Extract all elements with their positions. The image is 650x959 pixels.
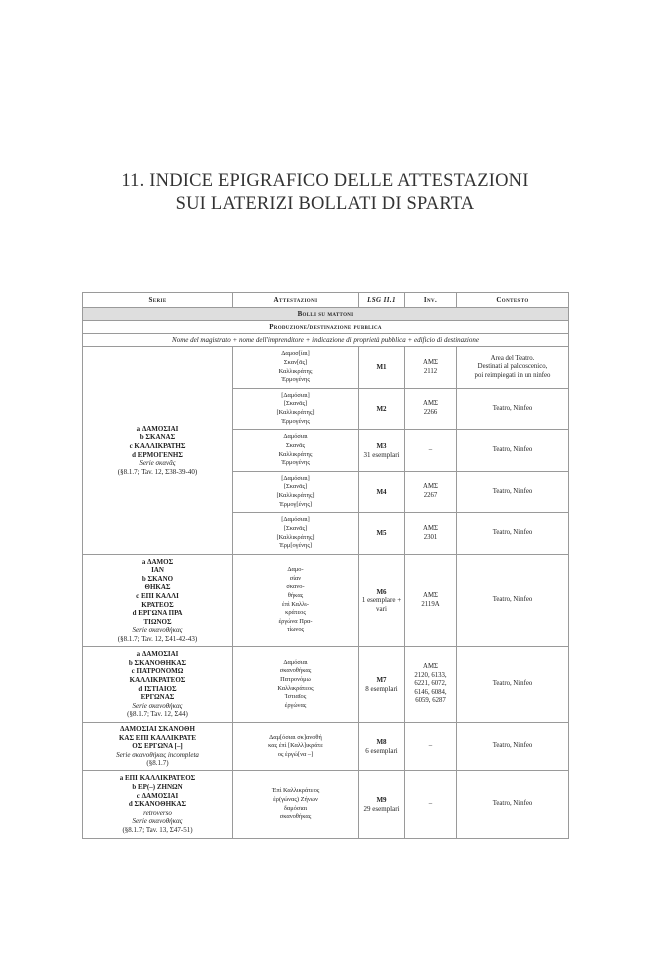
text-line: Teatro, Ninfeo — [492, 529, 533, 537]
table-row — [83, 771, 569, 839]
text-line: b ΣΚΑΝΟΘΗΚΑΣ — [128, 658, 187, 667]
text-line: 2266 — [423, 409, 438, 416]
serie-reference: (§8.1.7) — [146, 759, 169, 768]
attestazioni-cell — [233, 347, 359, 389]
text-line: θήκας — [287, 591, 304, 599]
page-title-line-1: 11. INDICE EPIGRAFICO DELLE ATTESTAZIONI — [121, 171, 529, 191]
inv-cell — [405, 389, 457, 430]
contesto-cell — [457, 723, 569, 771]
text-line: ΘΗΚΑΣ — [144, 583, 171, 592]
text-line: [Δαμόσιαι] — [281, 391, 310, 399]
lsg-code: M4 — [376, 487, 387, 496]
text-line: Ἐπὶ Καλλικράτεος — [271, 787, 320, 795]
text-line: Καλλικράτεος — [277, 684, 314, 692]
text-line: d ΕΡΜΟΓΕΝΗΣ — [132, 450, 183, 459]
text-line: c ΔΑΜΟΣΙΑΙ — [136, 791, 179, 800]
lsg-code: M7 — [376, 675, 387, 684]
text-line: c ΚΑΛΛΙΚΡΑΤΗΣ — [129, 441, 186, 450]
text-line: d ΙΣΤΙΑΙΟΣ — [138, 684, 177, 693]
text-line: Teatro, Ninfeo — [492, 596, 533, 604]
table-row — [83, 647, 569, 723]
header-inv: Inv. — [405, 293, 457, 308]
section-row — [83, 308, 569, 321]
text-line: Ἑρμογένης — [281, 459, 310, 467]
text-line: Ἑρμογένης — [281, 417, 310, 425]
serie-label: Serie σκανοθήκας incompleta — [116, 750, 199, 759]
contesto-cell — [457, 647, 569, 723]
text-line: [Καλλικράτης] — [276, 409, 315, 416]
text-line: κας ἐπὶ [Καλλ]ικράτε — [268, 742, 323, 750]
serie-reference: (§8.1.7; Tav. 12, Σ38-39-40) — [117, 467, 198, 476]
lsg-code: M3 — [376, 441, 387, 450]
attestazioni-cell — [233, 430, 359, 472]
serie-label: Serie σκανοθήκας — [132, 701, 183, 710]
lsg-cell — [359, 347, 405, 389]
inv-cell — [405, 647, 457, 723]
text-line: σκανοθήκας — [279, 813, 312, 821]
serie-label: Serie σκανοθήκας — [132, 626, 183, 635]
text-line: ΑΜΣ — [423, 524, 438, 532]
text-line: a ΔΑΜΟΣΙΑΙ — [136, 650, 179, 659]
text-line: – — [428, 742, 433, 750]
text-line: 2112 — [423, 367, 438, 375]
header-attestazioni: Attestazioni — [233, 293, 359, 308]
text-line: ἐργώνας — [284, 701, 307, 709]
text-line: 6059, 6287 — [415, 697, 446, 705]
text-line: Ἑρμογένης — [281, 376, 310, 384]
attestazioni-cell — [233, 389, 359, 430]
lsg-code: M1 — [376, 363, 387, 372]
serie-cell — [83, 647, 233, 723]
text-line: ἐρ(γώνας) Ζήνων — [273, 795, 318, 803]
inv-cell — [405, 555, 457, 647]
subsection-label: Produzione/destinazione pubblica — [83, 321, 569, 334]
text-line: κράτεος — [285, 609, 306, 617]
text-line: c ΕΠΙ ΚΑΛΛΙ — [136, 591, 179, 600]
inv-cell — [405, 513, 457, 555]
text-line: Δαμ[όσιαι σκ]ανοθή — [269, 733, 322, 741]
serie-reference: (§8.1.7; Tav. 12, Σ41-42-43) — [117, 634, 198, 643]
text-line: σίαν — [289, 574, 302, 582]
text-line: a ΔΑΜΟΣ — [141, 557, 174, 566]
inv-cell — [405, 472, 457, 513]
text-line: ΚΡΑΤΕΟΣ — [141, 600, 174, 609]
lsg-code: M2 — [376, 404, 387, 413]
text-line: τίωνος — [286, 626, 305, 634]
serie-extra: retroverso — [143, 808, 172, 817]
text-line: Destinati al palcoscenico, — [477, 363, 548, 371]
text-line: ΑΜΣ — [423, 591, 438, 599]
text-line: σκανο- — [286, 583, 305, 591]
contesto-cell — [457, 513, 569, 555]
lsg-note: 8 esemplari — [365, 684, 398, 693]
serie-cell — [83, 723, 233, 771]
serie-reference: (§8.1.7; Tav. 13, Σ47-51) — [122, 825, 193, 834]
text-line: 2267 — [423, 492, 438, 499]
text-line: ΑΜΣ — [423, 663, 438, 671]
text-line: ΚΑΣ ΕΠΙ ΚΑΛΛΙΚΡΑΤΕ — [118, 733, 197, 742]
table-header-row — [83, 293, 569, 308]
formula-row — [83, 334, 569, 347]
text-line: Teatro, Ninfeo — [492, 404, 533, 412]
text-line: Teatro, Ninfeo — [492, 680, 533, 688]
serie-cell — [83, 347, 233, 555]
lsg-code: M9 — [376, 795, 387, 804]
text-line: Δαμο- — [287, 566, 304, 574]
header-lsg-label: LSG II.1 — [367, 295, 396, 304]
header-serie: Serie — [83, 293, 233, 308]
lsg-cell — [359, 472, 405, 513]
inv-cell — [405, 430, 457, 472]
text-line: d ΕΡΓΩΝΑ ΠΡΑ — [132, 609, 183, 618]
text-line: ἐργώνα Πρα- — [278, 617, 313, 625]
contesto-cell — [457, 389, 569, 430]
contesto-cell — [457, 347, 569, 389]
attestazioni-cell — [233, 771, 359, 839]
text-line: ΑΜΣ — [423, 358, 438, 366]
text-line: [Δαμόσιαι] — [281, 516, 310, 524]
table-body — [83, 308, 569, 839]
text-line: ος ἐργώ[να –] — [277, 750, 314, 758]
lsg-note: 1 esemplare + vari — [361, 596, 402, 613]
text-line: Πατρονόμω — [280, 675, 311, 683]
page-title — [0, 170, 650, 216]
text-line: Δαμοσ[ίαι] — [281, 350, 310, 358]
text-line: a ΕΠΙ ΚΑΛΛΙΚΡΑΤΕΟΣ — [119, 774, 196, 783]
text-line: Ἑρμογ[ένης] — [278, 500, 313, 508]
page-title-line-2: SUI LATERIZI BOLLATI DI SPARTA — [175, 194, 475, 214]
table-row — [83, 347, 569, 389]
subsection-row — [83, 321, 569, 334]
text-line: Teatro, Ninfeo — [492, 487, 533, 495]
contesto-cell — [457, 472, 569, 513]
text-line: ΟΣ ΕΡΓΩΝΑ [–] — [132, 742, 183, 751]
attestazioni-cell — [233, 723, 359, 771]
text-line: poi reimpiegati in un ninfeo — [474, 371, 551, 379]
lsg-cell — [359, 771, 405, 839]
text-line: Area del Teatro. — [490, 354, 535, 362]
lsg-cell — [359, 647, 405, 723]
lsg-cell — [359, 513, 405, 555]
lsg-note: 29 esemplari — [363, 804, 400, 813]
epigraphic-index-table — [82, 292, 569, 839]
text-line: Teatro, Ninfeo — [492, 800, 533, 808]
text-line: Δαμόσιαι — [283, 658, 308, 666]
text-line: Teatro, Ninfeo — [492, 742, 533, 750]
lsg-note: 31 esemplari — [363, 450, 400, 459]
section-label: Bolli su mattoni — [83, 308, 569, 321]
header-contesto: Contesto — [457, 293, 569, 308]
text-line: [Σκανᾶς] — [283, 400, 308, 408]
text-line: 6221, 6072, — [414, 680, 447, 688]
text-line: Σκαν[ᾶς] — [283, 358, 308, 366]
contesto-cell — [457, 555, 569, 647]
lsg-code: M6 — [376, 587, 387, 596]
text-line: Δαμόσιαι — [283, 433, 308, 441]
text-line: ΚΑΛΛΙΚΡΑΤΕΟΣ — [129, 675, 186, 684]
text-line: 6146, 6084, — [414, 688, 447, 696]
text-line: ΙΑΝ — [151, 566, 164, 575]
text-line: a ΔΑΜΟΣΙΑΙ — [136, 424, 179, 433]
lsg-note: 6 esemplari — [365, 746, 398, 755]
contesto-cell — [457, 771, 569, 839]
formula-label: Nome del magistrato + nome dell'imprenditore + indicazione di proprietà pubblica + edificio di destinazione — [83, 334, 569, 347]
text-line: ΤΙΩΝΟΣ — [143, 617, 172, 626]
serie-label: Serie σκανᾶς — [139, 459, 176, 468]
text-line: Καλλικράτης — [278, 367, 313, 375]
table-row — [83, 555, 569, 647]
serie-cell — [83, 771, 233, 839]
text-line: Ἱστιαῖος — [284, 693, 307, 701]
contesto-cell — [457, 430, 569, 472]
table-row — [83, 723, 569, 771]
text-line: [Σκανᾶς] — [283, 524, 308, 532]
text-line: Σκανᾶς — [285, 441, 305, 449]
serie-cell — [83, 555, 233, 647]
text-line: ἐπὶ Καλλι- — [282, 600, 309, 608]
attestazioni-cell — [233, 472, 359, 513]
inv-cell — [405, 347, 457, 389]
text-line: – — [428, 800, 433, 808]
text-line: b ΣΚΑΝΑΣ — [139, 433, 176, 442]
lsg-cell — [359, 430, 405, 472]
header-lsg — [359, 293, 405, 308]
lsg-cell — [359, 723, 405, 771]
text-line: ΔΑΜΟΣΙΑΙ ΣΚΑΝΟΘΗ — [120, 725, 195, 734]
serie-reference: (§8.1.7; Tav. 12, Σ44) — [127, 710, 188, 719]
text-line: – — [428, 446, 433, 454]
text-line: [Δαμόσιαι] — [281, 474, 310, 482]
text-line: d ΣΚΑΝΟΘΗΚΑΣ — [128, 800, 187, 809]
lsg-cell — [359, 555, 405, 647]
text-line: b ΣΚΑΝΟ — [141, 574, 174, 583]
text-line: [Καλλικράτης] — [276, 492, 315, 499]
attestazioni-cell — [233, 513, 359, 555]
text-line: [Καλλικράτης] — [276, 533, 315, 541]
lsg-code: M5 — [376, 529, 387, 538]
lsg-code: M8 — [376, 737, 387, 746]
attestazioni-cell — [233, 555, 359, 647]
text-line: Καλλικράτης — [278, 450, 313, 458]
text-line: 2120, 6133, — [414, 671, 447, 679]
inv-cell — [405, 723, 457, 771]
text-line: ΑΜΣ — [423, 483, 438, 491]
text-line: ΕΡΓΩΝΑΣ — [140, 693, 175, 702]
text-line: ΑΜΣ — [423, 400, 438, 408]
text-line: 2301 — [423, 533, 438, 541]
text-line: b ΕΡ(–) ΖΗΝΩΝ — [132, 783, 183, 792]
text-line: Teatro, Ninfeo — [492, 446, 533, 454]
text-line: 2119Α — [421, 600, 440, 608]
lsg-cell — [359, 389, 405, 430]
text-line: δαμόσιαι — [283, 804, 308, 812]
serie-label: Serie σκανοθήκας — [132, 817, 183, 826]
text-line: c ΠΑΤΡΟΝΟΜΩ — [131, 667, 184, 676]
attestazioni-cell — [233, 647, 359, 723]
inv-cell — [405, 771, 457, 839]
text-line: σκανοθήκας — [279, 667, 312, 675]
text-line: Ἑρμ[ογένης] — [278, 542, 313, 550]
text-line: [Σκανᾶς] — [283, 483, 308, 491]
